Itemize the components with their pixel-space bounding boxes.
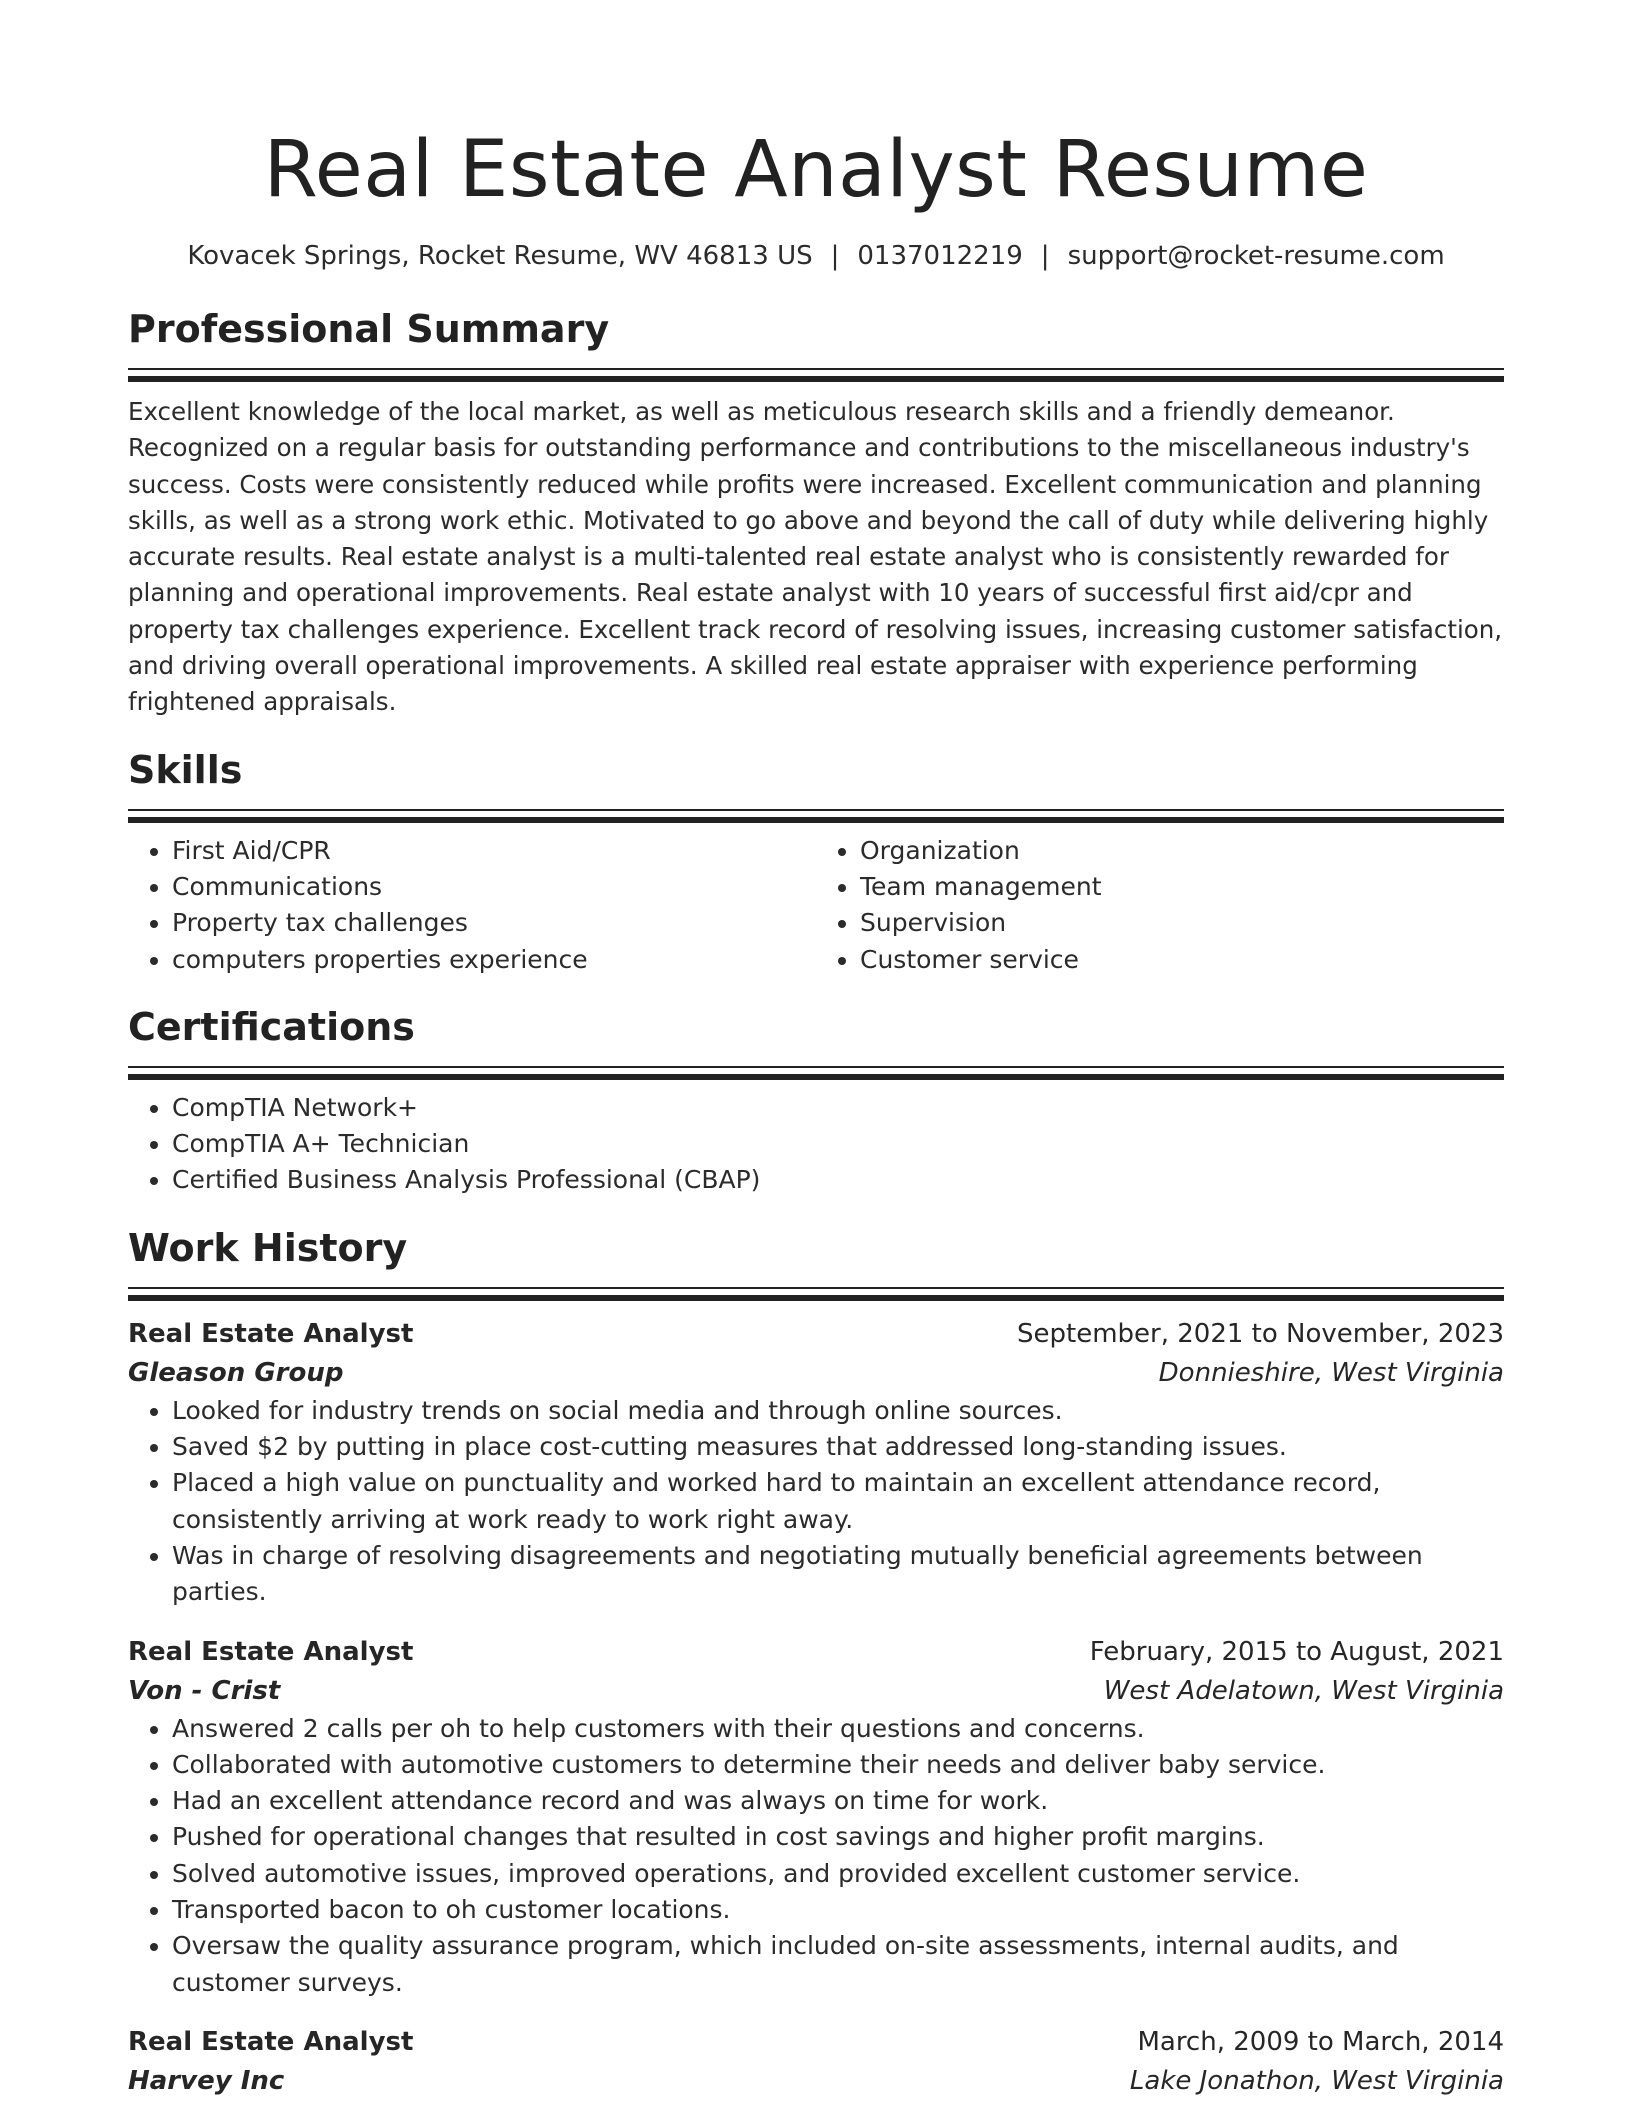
job-title: Real Estate Analyst <box>128 1318 414 1349</box>
job-bullet: • Placed a high value on punctuality and worked hard to maintain an excellent attendance record, consistently arriving at work ready to work right away. <box>172 1465 1504 1538</box>
skills-list-left <box>128 833 816 978</box>
job-company: Von - Crist <box>128 1675 281 1706</box>
certification-item: • CompTIA A+ Technician <box>172 1126 1504 1162</box>
skill-item: • Supervision <box>860 905 1504 941</box>
job-bullets <box>128 1393 1504 1611</box>
section-divider <box>128 1287 1504 1301</box>
job-bullet: • Was in charge of resolving disagreements and negotiating mutually beneficial agreements between parties. <box>172 1538 1504 1611</box>
job-entry <box>128 1633 1504 2001</box>
section-divider <box>128 809 1504 823</box>
contact-address: Kovacek Springs, Rocket Resume, WV 46813 US <box>187 241 813 271</box>
skill-item: • computers properties experience <box>172 942 816 978</box>
certifications-list <box>128 1090 1504 1199</box>
skills-list-right <box>816 833 1504 978</box>
contact-phone: 0137012219 <box>857 241 1023 271</box>
job-bullet: • Transported bacon to oh customer locations. <box>172 1892 1504 1928</box>
job-dates: February, 2015 to August, 2021 <box>1089 1636 1504 1667</box>
summary-text: Excellent knowledge of the local market, as well as meticulous research skills and a friendly demeanor. Recognized on a regular basis for outstanding performance and contributions to the miscellaneous industry's success. Costs were consistently reduced while profits were increased. Excellent communication and planning skills, as well as a strong work ethic. Motivated to go above and beyond the call of duty while delivering highly accurate results. Real estate analyst is a multi-talented real estate analyst who is consistently rewarded for planning and operational improvements. Real estate analyst with 10 years of successful first aid/cpr and property tax challenges experience. Excellent track record of resolving issues, increasing customer satisfaction, and driving overall operational improvements. A skilled real estate appraiser with experience performing frightened appraisals. <box>128 397 1503 717</box>
skill-item: • Team management <box>860 869 1504 905</box>
job-bullet: • Had an excellent attendance record and was always on time for work. <box>172 1783 1504 1819</box>
job-bullet: • Pushed for operational changes that resulted in cost savings and higher profit margins. <box>172 1819 1504 1855</box>
work-history-section <box>128 1223 1504 2101</box>
skill-item: • Property tax challenges <box>172 905 816 941</box>
job-title: Real Estate Analyst <box>128 1636 414 1667</box>
skill-item: • Customer service <box>860 942 1504 978</box>
job-bullet: • Collaborated with automotive customers to determine their needs and deliver baby service. <box>172 1747 1504 1783</box>
certifications-section <box>128 1002 1504 1199</box>
resume-page <box>128 0 1504 2101</box>
section-heading: Skills <box>128 747 243 792</box>
section-heading: Work History <box>128 1225 408 1270</box>
skill-item: • Communications <box>172 869 816 905</box>
contact-separator: | <box>830 241 840 271</box>
job-company: Harvey Inc <box>128 2065 285 2096</box>
section-divider <box>128 1066 1504 1080</box>
job-bullet: • Looked for industry trends on social media and through online sources. <box>172 1393 1504 1429</box>
contact-line <box>128 238 1504 274</box>
job-entry <box>128 1315 1504 1611</box>
certification-item: • Certified Business Analysis Professional (CBAP) <box>172 1162 1504 1198</box>
skill-item: • First Aid/CPR <box>172 833 816 869</box>
job-location: Donnieshire, West Virginia <box>1158 1357 1504 1388</box>
job-bullet: • Oversaw the quality assurance program, which included on-site assessments, internal audits, and customer surveys. <box>172 1928 1504 2001</box>
job-bullet: • Solved automotive issues, improved operations, and provided excellent customer service. <box>172 1856 1504 1892</box>
job-dates: September, 2021 to November, 2023 <box>1017 1318 1504 1349</box>
contact-separator: | <box>1040 241 1050 271</box>
skills-columns <box>128 833 1504 978</box>
job-bullet: • Answered 2 calls per oh to help customers with their questions and concerns. <box>172 1711 1504 1747</box>
skill-item: • Organization <box>860 833 1504 869</box>
job-bullet: • Saved $2 by putting in place cost-cutting measures that addressed long-standing issues. <box>172 1429 1504 1465</box>
job-location: West Adelatown, West Virginia <box>1103 1675 1504 1706</box>
job-bullets <box>128 1711 1504 2001</box>
section-heading: Professional Summary <box>128 307 610 351</box>
skills-section <box>128 745 1504 978</box>
contact-email: support@rocket-resume.com <box>1067 241 1445 271</box>
section-heading: Certifications <box>128 1004 415 1049</box>
job-dates: March, 2009 to March, 2014 <box>1137 2026 1504 2057</box>
summary-section <box>128 304 1504 721</box>
section-divider <box>128 368 1504 382</box>
certification-item: • CompTIA Network+ <box>172 1090 1504 1126</box>
job-location: Lake Jonathon, West Virginia <box>1129 2065 1504 2096</box>
job-company: Gleason Group <box>128 1357 344 1388</box>
job-entry <box>128 2023 1504 2101</box>
job-title: Real Estate Analyst <box>128 2026 414 2057</box>
resume-title: Real Estate Analyst Resume <box>263 125 1369 215</box>
